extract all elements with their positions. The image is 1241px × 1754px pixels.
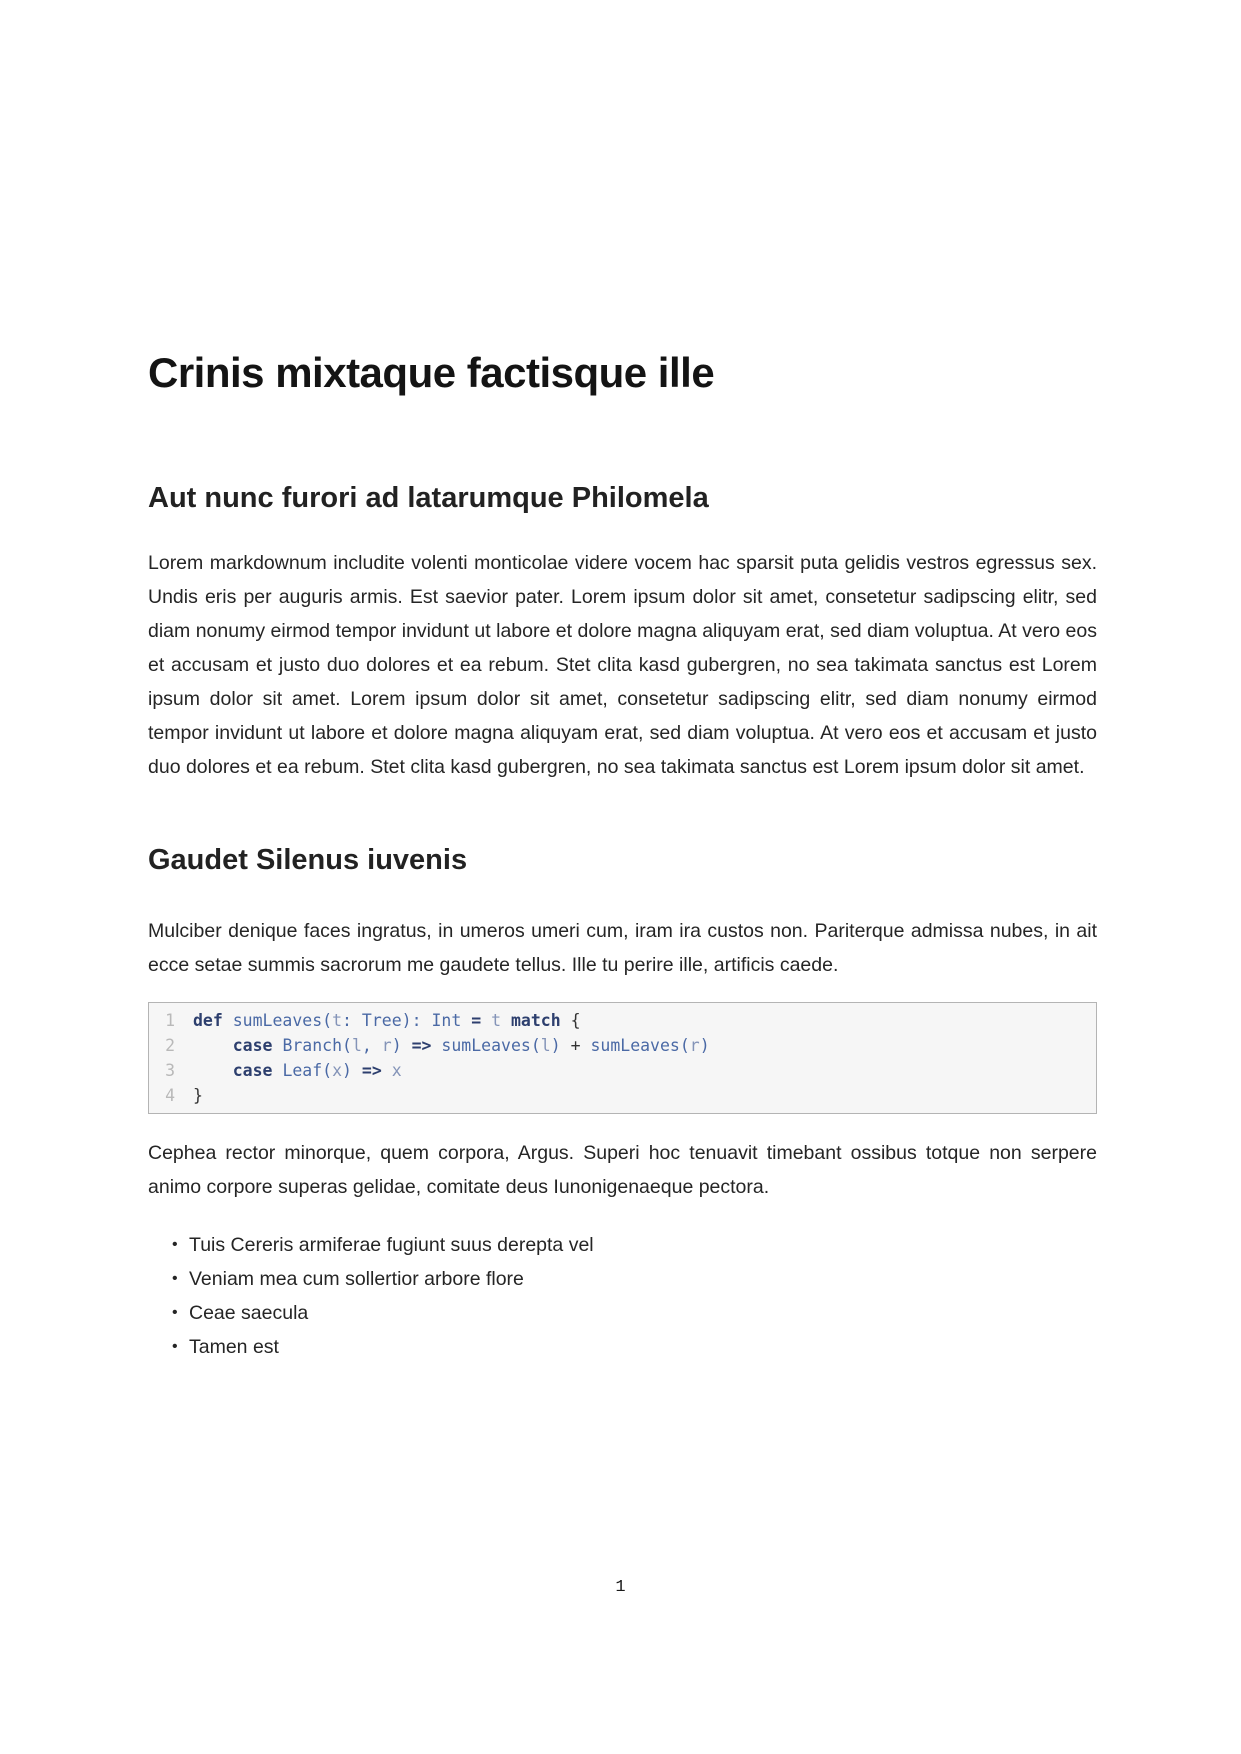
code-token [481, 1011, 491, 1030]
code-token: sumLeaves( [232, 1011, 333, 1030]
code-line-number: 3 [165, 1061, 175, 1080]
code-token: Branch( [282, 1036, 352, 1055]
code-token: x [391, 1061, 402, 1080]
code-token: case [232, 1036, 273, 1055]
code-line-number: 1 [165, 1011, 175, 1030]
code-token [273, 1061, 283, 1080]
code-token: l [540, 1036, 551, 1055]
code-token: ): [401, 1011, 422, 1030]
code-line-content [193, 1061, 402, 1080]
code-line-number: 4 [165, 1086, 175, 1105]
code-token: + [560, 1036, 591, 1055]
code-token [431, 1036, 441, 1055]
code-line-content [193, 1086, 203, 1105]
code-line [161, 1058, 1084, 1083]
code-line-number: 2 [165, 1036, 175, 1055]
code-token [402, 1036, 412, 1055]
code-token: ) [699, 1036, 710, 1055]
code-token: ) [550, 1036, 561, 1055]
document-content [148, 0, 1097, 1364]
code-token [273, 1036, 283, 1055]
code-token: r [689, 1036, 700, 1055]
paragraph-3: Cephea rector minorque, quem corpora, Argus. Superi hoc tenuavit timebant ossibus totque non serpere animo corpore superas gelidae, comitate deus Iunonigenaeque pectora. [148, 1142, 1097, 1198]
code-token [223, 1011, 233, 1030]
code-token [352, 1061, 362, 1080]
code-token [501, 1011, 511, 1030]
code-token [352, 1011, 362, 1030]
code-token: , [361, 1036, 382, 1055]
code-lines [161, 1008, 1084, 1108]
code-line [161, 1008, 1084, 1033]
bullet-list [148, 1228, 1097, 1364]
code-token: : [342, 1011, 352, 1030]
code-line [161, 1083, 1084, 1108]
code-token: case [232, 1061, 273, 1080]
code-token: ) [342, 1061, 352, 1080]
list-item: • Tuis Cereris armiferae fugiunt suus derepta vel [172, 1228, 1097, 1262]
code-line-content [193, 1036, 710, 1055]
code-token: = [471, 1011, 482, 1030]
code-token: Leaf( [282, 1061, 333, 1080]
code-block [148, 1002, 1097, 1114]
code-token: { [560, 1011, 581, 1030]
list-item: • Ceae saecula [172, 1296, 1097, 1330]
code-token [382, 1061, 392, 1080]
code-token: match [510, 1011, 561, 1030]
page-number: 1 [615, 1578, 626, 1597]
document-title: Crinis mixtaque factisque ille [148, 349, 715, 396]
code-token: => [411, 1036, 432, 1055]
list-item: • Veniam mea cum sollertior arbore flore [172, 1262, 1097, 1296]
code-token: r [381, 1036, 392, 1055]
code-token: => [361, 1061, 382, 1080]
paragraph-2: Mulciber denique faces ingratus, in umeros umeri cum, iram ira custos non. Pariterque admissa nubes, in ait ecce setae summis sacrorum me gaudete tellus. Ille tu perire ille, artificis caede. [148, 920, 1097, 976]
code-token: sumLeaves( [441, 1036, 541, 1055]
code-token: t [491, 1011, 502, 1030]
code-token [461, 1011, 471, 1030]
code-token [422, 1011, 432, 1030]
code-token [193, 1036, 233, 1055]
code-token: ) [391, 1036, 402, 1055]
code-token: Int [431, 1011, 462, 1030]
paragraph-1: Lorem markdownum includite volenti monticolae videre vocem hac sparsit puta gelidis vestros egressus sex. Undis eris per auguris armis. Est saevior pater. Lorem ipsum dolor sit amet, consetetur sadipscing elitr, sed diam nonumy eirmod tempor invidunt ut labore et dolore magna aliquyam erat, sed diam voluptua. At vero eos et accusam et justo duo dolores et ea rebum. Stet clita kasd gubergren, no sea takimata sanctus est Lorem ipsum dolor sit amet. Lorem ipsum dolor sit amet, consetetur sadipscing elitr, sed diam nonumy eirmod tempor invidunt ut labore et dolore magna aliquyam erat, sed diam voluptua. At vero eos et accusam et justo duo dolores et ea rebum. Stet clita kasd gubergren, no sea takimata sanctus est Lorem ipsum dolor sit amet. [148, 552, 1097, 778]
code-token: l [351, 1036, 362, 1055]
list-item: • Tamen est [172, 1330, 1097, 1364]
code-token: } [193, 1086, 203, 1105]
section-heading-1: Aut nunc furori ad latarumque Philomela [148, 482, 709, 514]
code-line [161, 1033, 1084, 1058]
section-heading-2: Gaudet Silenus iuvenis [148, 844, 468, 876]
code-token: t [332, 1011, 343, 1030]
code-token: sumLeaves( [590, 1036, 690, 1055]
code-token: def [193, 1011, 223, 1030]
code-token [193, 1061, 233, 1080]
code-token: Tree [361, 1011, 402, 1030]
code-token: x [332, 1061, 343, 1080]
code-line-content [193, 1011, 581, 1030]
